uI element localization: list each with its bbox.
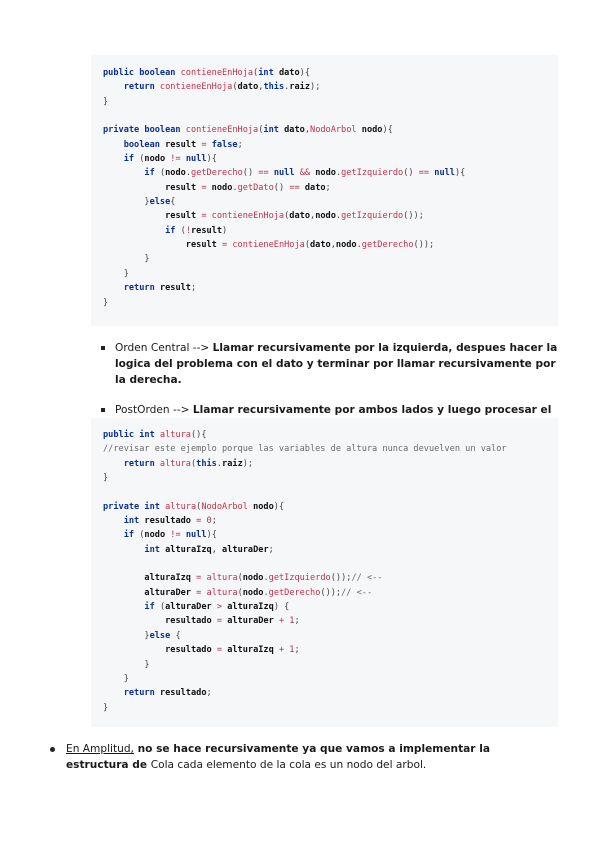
code-token: = xyxy=(196,516,207,527)
code-token: , xyxy=(310,211,316,222)
code-token: return xyxy=(123,458,160,469)
code-token: == xyxy=(258,168,274,179)
code-token: 0 xyxy=(206,516,212,527)
code-token: ( xyxy=(159,168,166,179)
code-token: int xyxy=(258,68,279,78)
code-token: int xyxy=(144,544,166,555)
square-bullet-icon xyxy=(101,408,105,412)
code-token: ( xyxy=(196,501,202,512)
code-token: result xyxy=(165,139,202,150)
code-token: nodo xyxy=(253,501,274,512)
code-token: false xyxy=(211,139,238,150)
code-token: getIzquierdo xyxy=(341,211,404,222)
code-token: return xyxy=(123,82,160,93)
code-block-contiene-en-hoja xyxy=(91,55,558,326)
code-token: this xyxy=(196,458,217,469)
bullet-bold-text: Llamar recursivamente por la izquierda, despues hacer la logica del problema con el dato y terminar por llamar recursivamente por la derecha. xyxy=(115,342,558,386)
code-token: . xyxy=(216,458,223,469)
code-token xyxy=(103,588,144,598)
code-line xyxy=(91,442,558,456)
code-token: && xyxy=(299,168,316,179)
code-token xyxy=(103,211,165,221)
code-line xyxy=(91,123,558,137)
code-token: result xyxy=(165,211,202,222)
code-token: () xyxy=(403,168,419,179)
code-line xyxy=(91,166,558,180)
list-item xyxy=(101,340,561,388)
code-line xyxy=(91,224,558,238)
code-token: != xyxy=(170,154,186,165)
code-token: = xyxy=(201,139,212,150)
code-token: ( xyxy=(304,240,310,251)
code-token: . xyxy=(232,182,238,193)
code-token: ( xyxy=(258,125,264,136)
code-token: ){ xyxy=(206,530,217,541)
code-token: ( xyxy=(139,154,145,165)
code-token: result xyxy=(185,240,223,251)
code-token: ){ xyxy=(206,154,217,165)
code-token: } xyxy=(103,473,109,484)
code-token: + 1 xyxy=(278,616,295,627)
code-line xyxy=(91,658,558,672)
code-token: ( xyxy=(180,225,186,236)
code-token: nodo xyxy=(165,168,186,179)
code-token: getDerecho xyxy=(268,587,321,598)
code-token: alturaDer xyxy=(222,544,269,555)
code-token: if xyxy=(165,225,181,236)
code-token: { xyxy=(175,630,181,641)
code-token: ()); xyxy=(413,240,435,251)
code-token: contieneEnHoja xyxy=(180,68,254,78)
code-token xyxy=(103,82,124,92)
code-token: resultado xyxy=(165,616,217,627)
code-token: altura xyxy=(206,573,238,584)
code-line xyxy=(91,586,558,600)
code-line xyxy=(91,528,558,542)
code-token: else xyxy=(149,197,171,208)
code-token: ; xyxy=(206,688,212,699)
code-token: resultado xyxy=(144,516,197,527)
code-token xyxy=(103,459,124,469)
code-token: altura xyxy=(159,458,191,469)
code-token xyxy=(103,645,165,655)
amplitud-bold-text: no se hace recursivamente ya que vamos a implementar la estructura de xyxy=(66,743,490,771)
code-token: boolean xyxy=(123,139,166,150)
code-token: . xyxy=(335,168,342,179)
code-token: dato xyxy=(237,82,259,93)
code-token: nodo xyxy=(361,125,383,136)
round-bullet-icon xyxy=(50,747,55,752)
code-token: ) { xyxy=(273,602,290,613)
code-line xyxy=(91,80,558,94)
code-token: dato xyxy=(304,182,326,193)
code-token: nodo xyxy=(144,154,171,165)
code-token: ( xyxy=(159,602,166,613)
code-token: raiz xyxy=(222,458,243,469)
code-token: getIzquierdo xyxy=(341,168,404,179)
code-token: ( xyxy=(190,458,197,469)
code-token: (){ xyxy=(190,430,207,440)
code-token xyxy=(103,688,124,698)
code-token: } xyxy=(103,702,109,713)
code-token: public int xyxy=(103,430,160,440)
code-token: ) xyxy=(299,68,305,78)
code-token xyxy=(103,140,124,150)
code-token: dato xyxy=(310,240,331,251)
code-token: ()); xyxy=(403,211,424,222)
code-token: , xyxy=(258,82,264,93)
code-token: == xyxy=(418,168,435,179)
code-token: // <-- xyxy=(341,587,373,598)
code-token: , xyxy=(211,544,223,555)
code-token: result xyxy=(165,182,202,193)
code-line xyxy=(91,428,558,442)
code-token: } xyxy=(103,268,129,279)
code-line xyxy=(91,281,558,295)
code-token: altura xyxy=(159,430,191,440)
code-token xyxy=(103,168,144,178)
code-token: ); xyxy=(310,82,321,93)
code-token: altura xyxy=(206,587,238,598)
code-token: . xyxy=(263,573,269,584)
code-token: () xyxy=(242,168,259,179)
code-token: contieneEnHoja xyxy=(159,82,233,93)
code-token: alturaDer xyxy=(165,602,217,613)
code-token: nodo xyxy=(315,168,336,179)
code-token: { xyxy=(304,68,311,78)
code-line xyxy=(91,152,558,166)
code-token: getDerecho xyxy=(191,168,243,179)
code-token: contieneEnHoja xyxy=(232,240,305,251)
code-token: private boolean xyxy=(103,125,186,136)
code-line xyxy=(91,543,558,557)
code-token: NodoArbol xyxy=(201,501,254,512)
code-token: null xyxy=(434,168,455,179)
code-token: nodo xyxy=(211,182,233,193)
code-line xyxy=(91,557,558,571)
code-token: int xyxy=(263,125,285,136)
bullet-plain-text: Orden Central --> xyxy=(115,342,213,354)
code-line xyxy=(91,686,558,700)
code-token: ; xyxy=(211,516,217,527)
code-token: if xyxy=(123,154,140,165)
code-line xyxy=(91,209,558,223)
code-token: null xyxy=(185,154,207,165)
code-token: != xyxy=(170,530,186,541)
code-line xyxy=(91,95,558,109)
code-token: } xyxy=(103,673,129,684)
code-token: , xyxy=(330,240,336,251)
code-token: NodoArbol xyxy=(310,125,362,136)
code-block-altura xyxy=(91,418,558,727)
code-token: contieneEnHoja xyxy=(185,125,259,136)
code-token: } xyxy=(103,630,150,641)
code-token: if xyxy=(123,530,140,541)
code-token: == xyxy=(289,182,305,193)
en-amplitud-link[interactable]: En Amplitud, xyxy=(66,743,134,755)
code-line xyxy=(91,485,558,499)
code-token xyxy=(103,602,144,612)
code-token: } xyxy=(103,254,150,265)
code-token: alturaIzq xyxy=(165,544,212,555)
code-token xyxy=(103,573,144,583)
code-token: resultado xyxy=(165,645,217,656)
code-line xyxy=(91,500,558,514)
code-token xyxy=(103,183,165,193)
code-token xyxy=(103,516,124,526)
code-token: getDerecho xyxy=(361,240,414,251)
bullet-bold-text: Llamar recursivamente por ambos lados y luego procesar el xyxy=(192,404,552,416)
code-token: = xyxy=(201,182,212,193)
code-token: public boolean xyxy=(103,68,181,78)
code-line xyxy=(91,643,558,657)
code-token: resultado xyxy=(159,688,207,699)
code-token: ){ xyxy=(454,168,466,179)
code-line xyxy=(91,457,558,471)
amplitud-plain-text: Cola cada elemento de la cola es un nodo del arbol. xyxy=(150,759,427,771)
code-token: int xyxy=(123,516,145,527)
code-token: ; xyxy=(294,616,300,627)
code-token: = xyxy=(216,616,228,627)
code-token: raiz xyxy=(289,82,311,93)
code-token: //revisar este ejemplo porque las variables de altura nunca devuelven un valor xyxy=(103,444,507,455)
code-token: > xyxy=(216,602,228,613)
code-token: alturaDer xyxy=(144,587,197,598)
code-token: null xyxy=(273,168,300,179)
code-token: nodo xyxy=(315,211,336,222)
code-token: = xyxy=(196,573,207,584)
code-line xyxy=(91,514,558,528)
code-token: ) xyxy=(222,225,228,236)
code-token: . xyxy=(335,211,342,222)
code-line xyxy=(91,138,558,152)
code-token: { xyxy=(170,197,176,208)
code-token: ( xyxy=(237,573,243,584)
code-line xyxy=(91,66,558,80)
code-line xyxy=(91,109,558,123)
code-line xyxy=(91,571,558,585)
code-token: ; xyxy=(294,645,300,656)
code-token: ( xyxy=(237,587,243,598)
code-token: dato xyxy=(289,211,310,222)
code-token xyxy=(103,226,165,236)
code-token: if xyxy=(144,168,160,179)
code-line xyxy=(91,471,558,485)
code-token: nodo xyxy=(242,587,264,598)
code-token: . xyxy=(284,82,290,93)
code-token xyxy=(103,616,165,626)
code-token: // <-- xyxy=(351,573,383,584)
code-token: ! xyxy=(185,225,191,236)
code-token xyxy=(103,154,124,164)
square-bullet-icon xyxy=(101,346,105,350)
code-token: contieneEnHoja xyxy=(211,211,285,222)
code-token: . xyxy=(185,168,192,179)
code-line xyxy=(91,267,558,281)
code-token: nodo xyxy=(335,240,357,251)
code-line xyxy=(91,181,558,195)
code-token: ; xyxy=(268,544,274,555)
code-token: = xyxy=(222,240,233,251)
code-token: alturaIzq xyxy=(227,645,279,656)
code-line xyxy=(91,701,558,715)
code-token: result xyxy=(191,225,223,236)
code-token: + 1 xyxy=(278,645,295,656)
code-token: dato xyxy=(284,125,305,136)
code-line xyxy=(91,238,558,252)
code-line xyxy=(91,600,558,614)
code-token: ; xyxy=(325,182,331,193)
code-token: dato xyxy=(278,68,300,78)
code-token xyxy=(103,530,124,540)
code-line xyxy=(91,296,558,310)
code-token: else xyxy=(149,630,176,641)
code-token: , xyxy=(304,125,311,136)
code-token: = xyxy=(196,587,207,598)
code-token: () xyxy=(273,182,290,193)
code-token xyxy=(103,545,144,555)
code-token: if xyxy=(144,602,160,613)
code-token: } xyxy=(103,96,109,107)
code-token: ()); xyxy=(320,587,342,598)
code-token: alturaDer xyxy=(227,616,279,627)
code-token: alturaIzq xyxy=(144,573,197,584)
code-token xyxy=(103,283,124,293)
code-token: this xyxy=(263,82,285,93)
bullet-plain-text: PostOrden --> xyxy=(115,404,193,416)
code-line xyxy=(91,672,558,686)
code-line xyxy=(91,195,558,209)
amplitud-list-item xyxy=(50,741,555,773)
code-token: result xyxy=(159,283,191,294)
code-token: = xyxy=(201,211,212,222)
code-token: ; xyxy=(190,283,197,294)
code-token: ()); xyxy=(330,573,352,584)
code-token: ( xyxy=(232,82,238,93)
code-token xyxy=(103,240,186,250)
code-token: altura xyxy=(165,501,197,512)
code-token: . xyxy=(356,240,362,251)
code-token: ( xyxy=(139,530,145,541)
code-token: ; xyxy=(237,139,243,150)
code-token: getIzquierdo xyxy=(268,573,331,584)
code-token: return xyxy=(123,688,160,699)
code-token: nodo xyxy=(242,573,264,584)
code-token: ( xyxy=(253,68,259,78)
code-line xyxy=(91,252,558,266)
code-token: null xyxy=(185,530,207,541)
code-token: . xyxy=(263,587,269,598)
code-token: ( xyxy=(284,211,290,222)
code-token: return xyxy=(123,283,160,294)
code-token: } xyxy=(103,659,150,670)
code-token: ); xyxy=(242,458,254,469)
code-token: } xyxy=(103,297,109,308)
code-token: alturaIzq xyxy=(227,602,274,613)
code-line xyxy=(91,629,558,643)
code-token: private int xyxy=(103,501,166,512)
code-token: nodo xyxy=(144,530,171,541)
code-token: getDato xyxy=(237,182,274,193)
code-token: ){ xyxy=(273,501,285,512)
code-token: = xyxy=(216,645,228,656)
code-token: ){ xyxy=(382,125,393,136)
code-line xyxy=(91,614,558,628)
code-token: } xyxy=(103,197,150,208)
